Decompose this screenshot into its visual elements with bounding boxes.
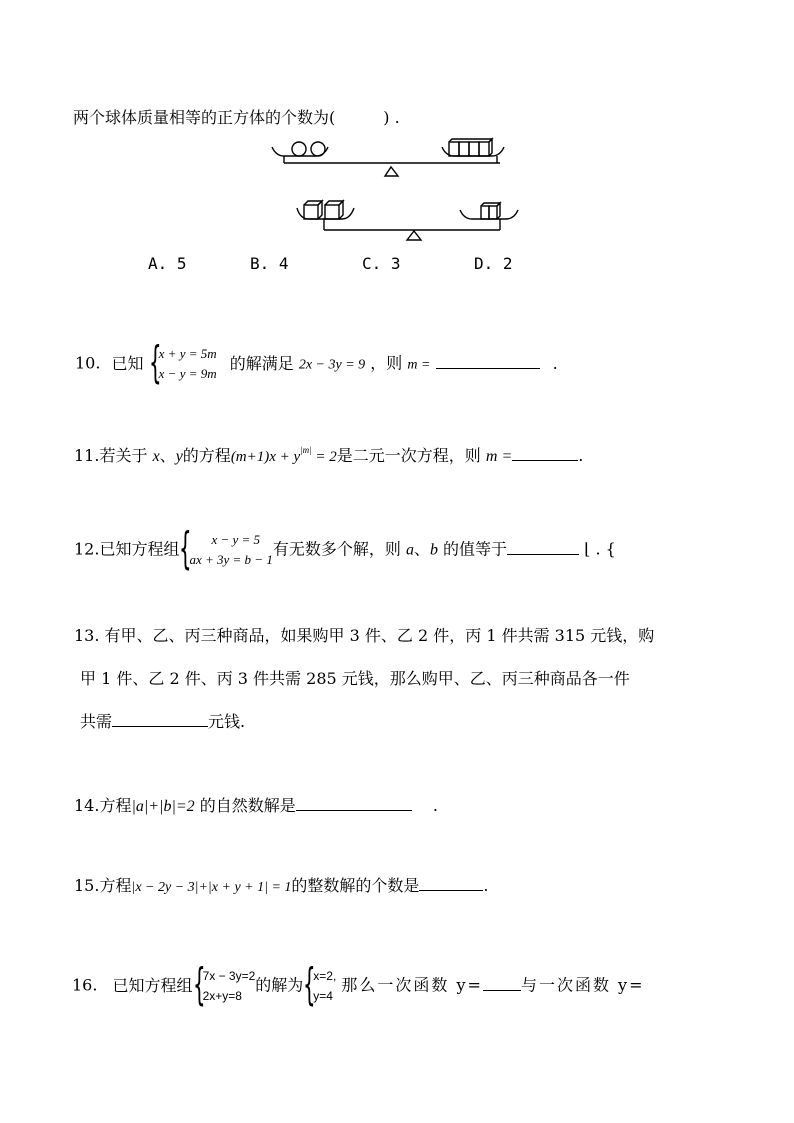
q14-pre: 方程	[99, 796, 132, 815]
q10-post: ，则	[370, 353, 403, 373]
q11-equation	[230, 445, 337, 465]
q16-sol1: x=2,	[313, 969, 337, 983]
q11-eq-exponent: |m|	[300, 445, 312, 455]
cube-icon	[469, 142, 479, 156]
q14-equation: |a|+|b|=2	[131, 798, 195, 815]
q16-eq1: 7x − 3y=2	[202, 969, 256, 983]
q16-equation-system	[192, 959, 256, 1010]
q13-line3	[80, 712, 245, 732]
q12-mid: 有无数多个解，则	[272, 539, 401, 559]
cube-icon	[489, 206, 497, 219]
question-14	[74, 796, 438, 817]
question-15	[74, 876, 489, 898]
q10-condition: 2x − 3y = 9	[298, 357, 366, 373]
q16-mid: 的解为	[255, 975, 304, 995]
q15-pre: 方程	[99, 876, 132, 895]
q11-number: 11.	[74, 446, 100, 465]
brace-icon: {	[192, 959, 206, 1010]
q13-line1: 13. 有甲、乙、丙三种商品，如果购甲 3 件、乙 2 件，丙 1 件共需 315 元钱，购	[74, 626, 655, 645]
q11-pre: 若关于	[99, 446, 148, 465]
option-d: D. 2	[474, 254, 513, 273]
q16-pre: 已知方程组	[112, 975, 193, 995]
brace-icon: {	[179, 523, 193, 574]
question-11	[74, 440, 583, 467]
q16-sol2: y=4	[313, 989, 333, 1003]
q11-y: y	[175, 448, 183, 465]
cube-icon	[304, 205, 318, 219]
question-12	[74, 523, 616, 574]
q14-end: .	[432, 796, 438, 815]
q12-number: 12.	[74, 539, 100, 559]
q14-post: 的自然数解是	[199, 796, 296, 815]
option-c: C. 3	[362, 254, 401, 273]
question-10	[75, 337, 558, 388]
q15-number: 15.	[74, 876, 100, 895]
q16-solution	[303, 959, 337, 1010]
cube-icon	[459, 142, 469, 156]
q11-answer-blank[interactable]	[512, 446, 578, 461]
q16-eq2: 2x+y=8	[202, 989, 242, 1003]
cube-icon	[481, 206, 489, 219]
q12-eq1: x − y = 5	[211, 532, 261, 547]
q11-eq-rhs: = 2	[311, 449, 337, 465]
q12-pre: 已知方程组	[99, 539, 180, 559]
q16-post: 那么一次函数 y=	[341, 975, 483, 995]
q12-sep: 、	[413, 539, 430, 559]
ball-icon	[292, 142, 306, 156]
fulcrum-icon	[407, 231, 421, 240]
top-scale	[272, 139, 504, 176]
q15-end: .	[483, 876, 489, 895]
option-a: A. 5	[148, 254, 187, 273]
q10-var: m =	[407, 357, 431, 373]
q10-eq2: x − y = 9m	[158, 366, 217, 381]
q11-var: m =	[485, 448, 513, 465]
q12-equation-system	[179, 523, 273, 574]
q11-mid: 的方程	[182, 446, 231, 465]
q11-x: x	[152, 448, 160, 465]
cube-icon	[449, 142, 459, 156]
q12-answer-blank[interactable]	[507, 540, 579, 555]
q16-number: 16.	[72, 975, 98, 995]
q16-post2: 与一次函数 y=	[520, 975, 645, 995]
q13-answer-blank[interactable]	[112, 712, 208, 727]
q12-post: 的值等于	[443, 539, 508, 559]
balance-scale-figure	[0, 0, 794, 260]
q10-answer-blank[interactable]	[436, 354, 540, 369]
q16-answer-blank[interactable]	[483, 976, 521, 991]
q15-equation: |x − 2y − 3|+|x + y + 1| = 1	[131, 880, 292, 895]
ball-icon	[311, 142, 325, 156]
q10-number: 10.	[75, 353, 101, 373]
q14-number: 14.	[74, 796, 100, 815]
question-16	[72, 959, 645, 1010]
q13-line2: 甲 1 件、乙 2 件、丙 3 件共需 285 元钱，那么购甲、乙、丙三种商品各一件	[80, 669, 630, 688]
q15-answer-blank[interactable]	[419, 876, 483, 891]
option-b: B. 4	[250, 254, 289, 273]
q15-post: 的整数解的个数是	[291, 876, 420, 895]
q9-stem: 两个球体质量相等的正方体的个数为( ) .	[73, 108, 400, 127]
q14-answer-blank[interactable]	[296, 796, 412, 811]
q12-b: b	[429, 541, 438, 559]
q10-end: .	[552, 353, 558, 373]
q13-line3-pre: 共需	[80, 712, 113, 731]
fulcrum-icon	[385, 167, 398, 176]
cube-icon	[479, 142, 489, 156]
brace-icon: {	[148, 337, 162, 388]
q10-mid: 的解满足	[229, 353, 294, 373]
bottom-scale	[297, 201, 518, 240]
q11-end: .	[578, 446, 584, 465]
q12-eq2: ax + 3y = b − 1	[189, 552, 273, 567]
cube-icon	[325, 205, 339, 219]
q10-pre: 已知	[111, 353, 144, 373]
q12-a: a	[405, 541, 414, 559]
q11-eq-main: (m+1)x + y	[230, 449, 301, 465]
brace-icon: {	[303, 959, 316, 1010]
q11-post: 是二元一次方程，则	[336, 446, 481, 465]
q12-end: ⌊ . {	[584, 539, 616, 559]
q10-eq1: x + y = 5m	[158, 346, 217, 361]
q11-sep: 、	[159, 446, 176, 465]
q10-equation-system	[148, 337, 217, 388]
q13-line3-post: 元钱.	[208, 712, 246, 731]
